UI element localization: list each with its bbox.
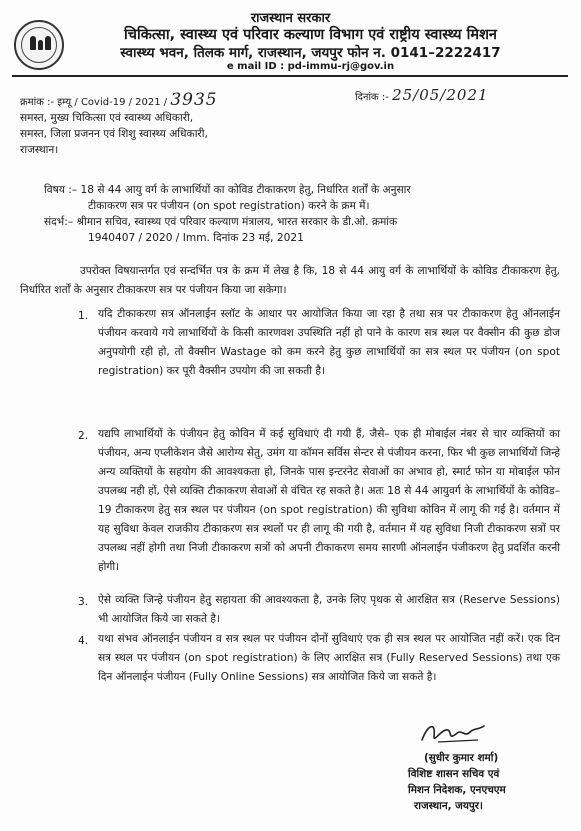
reference-number-handwritten: 3935 [170, 90, 218, 110]
signatory-name: (सुधीर कुमार शर्मा) [424, 752, 499, 764]
header-divider [12, 75, 568, 77]
point-2-text: यद्यपि लाभार्थियों के पंजीयन हेतु कोविन में कई सुविधाएं दी गयी हैं, जैसे– एक ही मोबाईल नंबर से चार व्यक्तियों का पंजीयन, अन्य एप्लीकेशन जैसे आरोग्य सेतु, उमंग या कॉमन सर्विस सेन्टर से पंजीयन करना, फिर भी कुछ लाभार्थियों जिन्हे अन्य व्यक्तियों के सहयोग की आवश्यकता हो, जिनके पास इन्टरनेट सेवाओं का अभाव हो, स्मार्ट फोन या मोबाईल फोन उपलब्ध नही हों, ऐसे व्यक्ति टीकाकरण सेवाओं से वंचित रह सकते है। अतः 18 से 44 आयुवर्ग के लाभार्थियों के कोविड–19 टीकाकरण हेतु सत्र स्थल पर पंजीयन (on spot registration) की सुविधा कोविन में लागू की गई है। वर्तमान में यह सुविधा केवल राजकीय टीकाकरण सत्र स्थलों पर ही लागू की गयी है, वर्तमान में यह सुविधा निजी टीकाकरण सत्रों पर उपलब्ध नहीं होगी तथा निजी टीकाकरण सत्रों को अपनी टीकाकरण समय सारणी ऑनलाईन पंजीकरण हेतु प्रदर्शित करनी होगी। [98, 428, 560, 573]
reference-date [355, 86, 489, 104]
point-1-text: यदि टीकाकरण सत्र ऑनलाईन स्लॉट के आधार पर आयोजित किया जा रहा है तथा सत्र पर टीकाकरण हेतु ऑनलाईन पंजीयन करवाये गये लाभार्थियों के किसी कारणवश उपस्थिति नहीं हो पाने के कारण सत्र स्थल पर वैक्सीन की कुछ डोज अनुपयोगी रही हो, तो वैक्सीन Wastage को कम करने हेतु कुछ लाभार्थियों का सत्र स्थल पर पंजीयन (on spot registration) कर पूरी वैक्सीन उपयोग की जा सकती है। [98, 308, 560, 377]
signatory-location: राजस्थान, जयपुर। [414, 800, 483, 812]
context-line-1: संदर्भ:– श्रीमान सचिव, स्वास्थ्य एवं परिवार कल्याण मंत्रालय, भारत सरकार के डी.ओ. क्रमांक [44, 216, 398, 228]
signatory-designation-2: मिशन निदेशक, एनएचएम [408, 784, 506, 796]
reference-number [20, 90, 218, 110]
intro-paragraph: उपरोक्त विषयान्तर्गत एवं सन्दर्भित पत्र के क्रम में लेख है कि, 18 से 44 आयु वर्ग के लाभार्थियों के कोविड टीकाकरण हेतु, निर्धारित शर्तों के अनुसार टीकाकरण सत्र पर पंजीयन किया जा सकेगा। [20, 265, 560, 296]
point-4-number: 4. [78, 635, 89, 647]
letterhead-department: चिकित्सा, स्वास्थ्य एवं परिवार कल्याण विभाग एवं राष्ट्रीय स्वास्थ्य मिशन [124, 27, 497, 43]
date-label: दिनांक :- [355, 92, 389, 103]
point-3-text: ऐसे व्यक्ति जिन्हे पंजीयन हेतु सहायता की आवश्यकता है, उनके लिए पृथक से आरक्षित सत्र (Reserve Sessions) भी आयोजित किये जा सकते है। [98, 594, 560, 625]
signature-icon [418, 718, 488, 748]
date-handwritten: 25/05/2021 [392, 86, 489, 104]
subject-line-2: टीकाकरण सत्र पर पंजीयन (on spot registration) करने के क्रम में। [88, 200, 370, 212]
letterhead-address: स्वास्थ्य भवन, तिलक मार्ग, राजस्थान, जयपुर फोन न. 0141–2222417 [120, 45, 501, 61]
logo-figure-adult [30, 36, 36, 50]
letterhead-email: e mail ID : pd-immu-rj@gov.in [226, 61, 395, 72]
addressee-1: समस्त, मुख्य चिकित्सा एवं स्वास्थ्य अधिकारी, [20, 112, 194, 124]
addressee-3: राजस्थान। [20, 144, 59, 156]
letterhead-govt: राजस्थान सरकार [250, 11, 331, 26]
signatory-designation-1: विशिष्ट शासन सचिव एवं [408, 768, 500, 780]
point-1-number: 1. [78, 310, 89, 322]
point-3-number: 3. [78, 596, 89, 608]
addressee-2: समस्त, जिला प्रजनन एवं शिशु स्वास्थ्य अधिकारी, [20, 128, 208, 140]
subject-line-1: विषय :– 18 से 44 आयु वर्ग के लाभार्थियों का कोविड टीकाकरण हेतु, निर्धारित शर्तों के अनुसार [44, 184, 411, 196]
context-line-2: 1940407 / 2020 / Imm. दिनांक 23 मई, 2021 [88, 232, 304, 244]
point-4-text: यथा संभव ऑनलाईन पंजीयन व सत्र स्थल पर पंजीयन दोनों सुविधाएं एक ही सत्र स्थल पर आयोजित नहीं करें। एक दिन सत्र स्थल पर पंजीयन (on spot registration) के लिए आरक्षित सत्र (Fully Reserved Sessions) तथा एक दिन ऑनलाईन पंजीयन (Fully Online Sessions) सत्र आयोजित किये जा सकते है। [98, 633, 560, 683]
point-2-number: 2. [78, 430, 89, 442]
reference-prefix: क्रमांक :- इम्यू / Covid-19 / 2021 / [20, 97, 168, 108]
